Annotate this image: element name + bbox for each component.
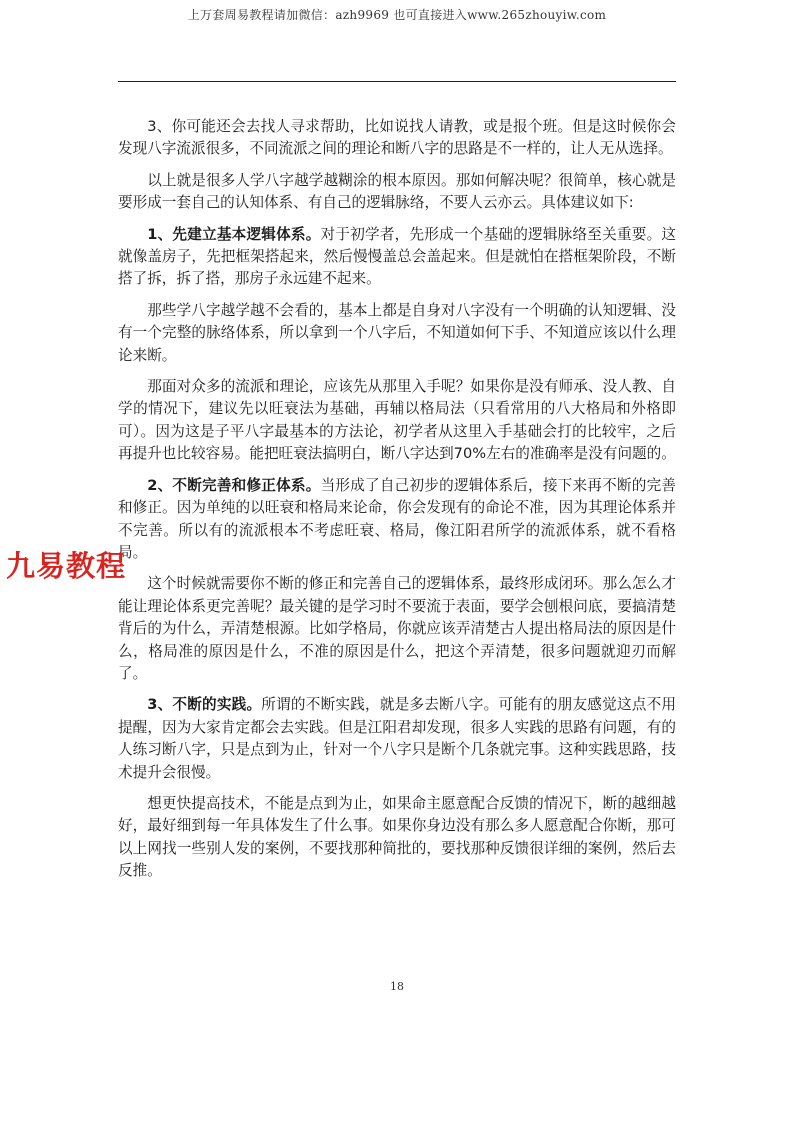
paragraph <box>118 300 676 367</box>
paragraph-text: 对于初学者，先形成一个基础的逻辑脉络至关重要。这就像盖房子，先把框架搭起来，然后慢慢盖总会盖起来。但是就怕在搭框架阶段，不断搭了拆，拆了搭，那房子永远建不起来。 <box>118 225 676 288</box>
paragraph-text: 所谓的不断实践，就是多去断八字。可能有的朋友感觉这点不用提醒，因为大家肯定都会去实践。但是江阳君却发现，很多人实践的思路有问题，有的人练习断八字，只是点到为止，针对一个八字只是断个几条就完事。这种实践思路，技术提升会很慢。 <box>118 696 676 781</box>
paragraph-text: 那面对众多的流派和理论，应该先从那里入手呢？如果你是没有师承、没人教、自学的情况下，建议先以旺衰法为基础，再辅以格局法（只看常用的八大格局和外格即可）。因为这是子平八字最基本的方法论，初学者从这里入手基础会打的比较牢，之后再提升也比较容易。能把旺衰法搞明白，断八字达到70%左右的准确率是没有问题的。 <box>118 378 676 463</box>
paragraph-text: 这个时候就需要你不断的修正和完善自己的逻辑体系，最终形成闭环。那么怎么才能让理论体系更完善呢？最关键的是学习时不要流于表面，要学会刨根问底，要搞清楚背后的为什么，弄清楚根源。比如学格局，你就应该弄清楚古人提出格局法的原因是什么，格局准的原因是什么，不准的原因是什么，把这个弄清楚，很多问题就迎刃而解了。 <box>118 575 676 682</box>
page-number: 18 <box>390 980 404 993</box>
paragraph-text: 那些学八字越学越不会看的，基本上都是自身对八字没有一个明确的认知逻辑、没有一个完整的脉络体系，所以拿到一个八字后，不知道如何下手、不知道应该以什么理论来断。 <box>118 301 676 364</box>
paragraph <box>118 116 676 161</box>
page-header: 上万套周易教程请加微信：azh9969 也可直接进入www.265zhouyiw.com <box>187 8 607 22</box>
header-divider <box>118 81 676 82</box>
paragraph <box>118 376 676 466</box>
watermark-logo: 九易教程 <box>6 549 127 583</box>
paragraph-lead: 2、不断完善和修正体系。 <box>147 476 321 494</box>
paragraph-lead: 1、先建立基本逻辑体系。 <box>147 225 321 243</box>
document-body <box>118 116 676 892</box>
paragraph-text: 想更快提高技术，不能是点到为止，如果命主愿意配合反馈的情况下，断的越细越好，最好细到每一年具体发生了什么事。如果你身边没有那么多人愿意配合你断，那可以上网找一些别人发的案例，不要找那种简批的，要找那种反馈很详细的案例，然后去反推。 <box>118 794 676 880</box>
paragraph-text: 当形成了自己初步的逻辑体系后，接下来再不断的完善和修正。因为单纯的以旺衰和格局来论命，你会发现有的命论不准，因为其理论体系并不完善。所以有的流派根本不考虑旺衰、格局，像江阳君所学的流派体系，就不看格局。 <box>118 476 676 561</box>
paragraph-lead: 3、不断的实践。 <box>147 696 262 714</box>
paragraph-text: 以上就是很多人学八字越学越糊涂的根本原因。那如何解决呢？很简单，核心就是要形成一套自己的认知体系、有自己的逻辑脉络，不要人云亦云。具体建议如下: <box>118 171 676 212</box>
paragraph-text: 3、你可能还会去找人寻求帮助，比如说找人请教，或是报个班。但是这时候你会发现八字流派很多，不同流派之间的理论和断八字的思路是不一样的，让人无从选择。 <box>118 118 676 158</box>
paragraph <box>118 170 676 215</box>
paragraph <box>118 573 676 685</box>
paragraph <box>118 475 676 565</box>
paragraph <box>118 694 676 784</box>
paragraph <box>118 224 676 291</box>
paragraph <box>118 793 676 883</box>
